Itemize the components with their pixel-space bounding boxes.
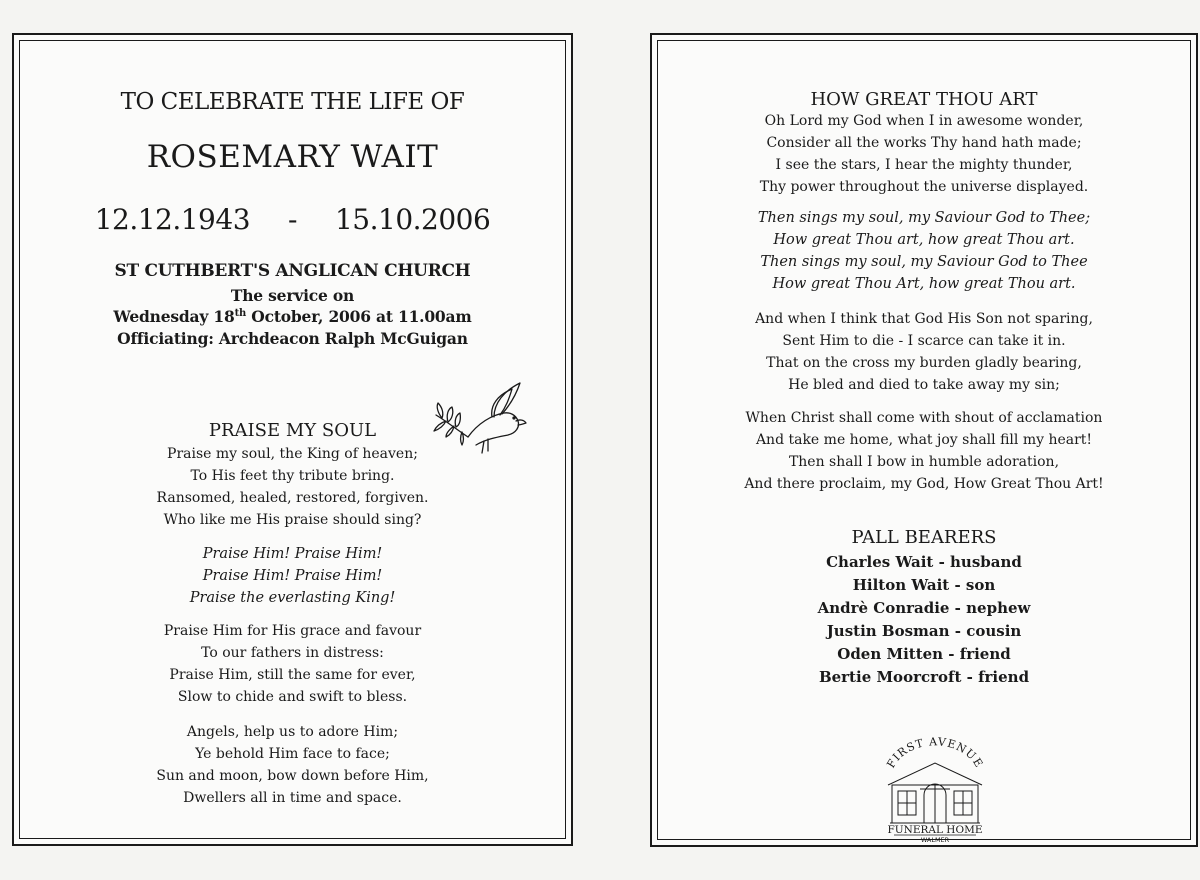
how-great-thou-art-verse-1 [652,110,1196,198]
church-name: ST CUTHBERT'S ANGLICAN CHURCH [114,261,471,281]
right-page [650,33,1198,847]
service-intro: The service on [230,286,355,305]
verse-line: Sun and moon, bow down before Him, [156,768,429,784]
verse-line: Sent Him to die - I scarce can take it in. [782,333,1066,349]
verse-line: Who like me His praise should sing? [163,512,422,528]
verse-line: That on the cross my burden gladly bearing, [766,355,1082,371]
praise-my-soul-chorus [14,543,571,609]
life-dates [14,203,571,236]
verse-line: I see the stars, I hear the mighty thunder, [775,157,1073,173]
verse-line: Slow to chide and swift to bless. [177,689,408,705]
verse-line: He bled and died to take away my sin; [788,377,1060,393]
verse-line: Thy power throughout the universe displayed. [759,179,1089,195]
verse-line: Praise my soul, the King of heaven; [167,446,418,462]
hymn-title-how-great-thou-art: HOW GREAT THOU ART [810,89,1038,110]
logo-arc-text: FIRST AVENUE [884,735,986,771]
death-date: 15.10.2006 [334,203,491,236]
pall-bearer-item: Andrè Conradie - nephew [817,599,1031,617]
chorus-line: Praise Him! Praise Him! [202,546,383,562]
verse-line: Dwellers all in time and space. [183,790,402,806]
hymn-title-praise-my-soul: PRAISE MY SOUL [208,420,377,441]
pall-bearers-title: PALL BEARERS [851,527,997,548]
verse-line: Ransomed, healed, restored, forgiven. [156,490,429,506]
service-day-suffix: th [234,307,247,319]
verse-line: Praise Him for His grace and favour [163,623,422,639]
verse-line: To His feet thy tribute bring. [190,468,395,484]
birth-date: 12.12.1943 [94,203,251,236]
funeral-home-building-icon [888,763,982,823]
verse-line: And there proclaim, my God, How Great Thou Art! [744,476,1104,492]
pall-bearer-item: Charles Wait - husband [826,553,1022,571]
how-great-thou-art-chorus [652,207,1196,295]
left-page [12,33,573,846]
chorus-line: Then sings my soul, my Saviour God to Thee [760,254,1088,270]
praise-my-soul-verse-3 [14,721,571,809]
verse-line: To our fathers in distress: [201,645,384,661]
deceased-name: ROSEMARY WAIT [146,139,439,175]
service-day: Wednesday 18 [113,307,235,326]
pall-bearer-item: Justin Bosman - cousin [826,622,1022,640]
chorus-line: Praise the everlasting King! [189,590,396,606]
chorus-line: Then sings my soul, my Saviour God to Thee; [757,210,1091,226]
celebrate-title: TO CELEBRATE THE LIFE OF [120,89,465,115]
praise-my-soul-verse-2 [14,620,571,708]
how-great-thou-art-verse-2 [652,308,1196,396]
logo-main-text: FUNERAL HOME [887,824,983,836]
verse-line: Then shall I bow in humble adoration, [788,454,1060,470]
pall-bearer-item: Hilton Wait - son [852,576,996,594]
how-great-thou-art-verse-3 [652,407,1196,495]
praise-my-soul-verse-1 [14,443,571,531]
pall-bearers-list [652,551,1196,689]
officiating: Officiating: Archdeacon Ralph McGuigan [117,329,468,348]
svg-text:FIRST AVENUE [884,735,985,770]
pall-bearer-item: Bertie Moorcroft - friend [818,668,1030,686]
chorus-line: How great Thou Art, how great Thou art. [772,276,1076,292]
chorus-line: How great Thou art, how great Thou art. [773,232,1075,248]
service-date-rest: October, 2006 at 11.00am [246,307,472,326]
verse-line: When Christ shall come with shout of acclamation [745,410,1103,426]
logo-sub-text: WALMER [920,836,950,843]
service-date [14,307,571,326]
funeral-home-logo [880,725,990,843]
verse-line: Oh Lord my God when I in awesome wonder, [764,113,1084,129]
verse-line: Ye behold Him face to face; [195,746,390,762]
verse-line: Consider all the works Thy hand hath made; [766,135,1082,151]
verse-line: Praise Him, still the same for ever, [169,667,416,683]
verse-line: And take me home, what joy shall fill my heart! [755,432,1093,448]
pall-bearer-item: Oden Mitten - friend [837,645,1011,663]
chorus-line: Praise Him! Praise Him! [202,568,383,584]
verse-line: And when I think that God His Son not sparing, [755,311,1093,327]
date-separator: - [288,203,297,236]
verse-line: Angels, help us to adore Him; [186,724,399,740]
